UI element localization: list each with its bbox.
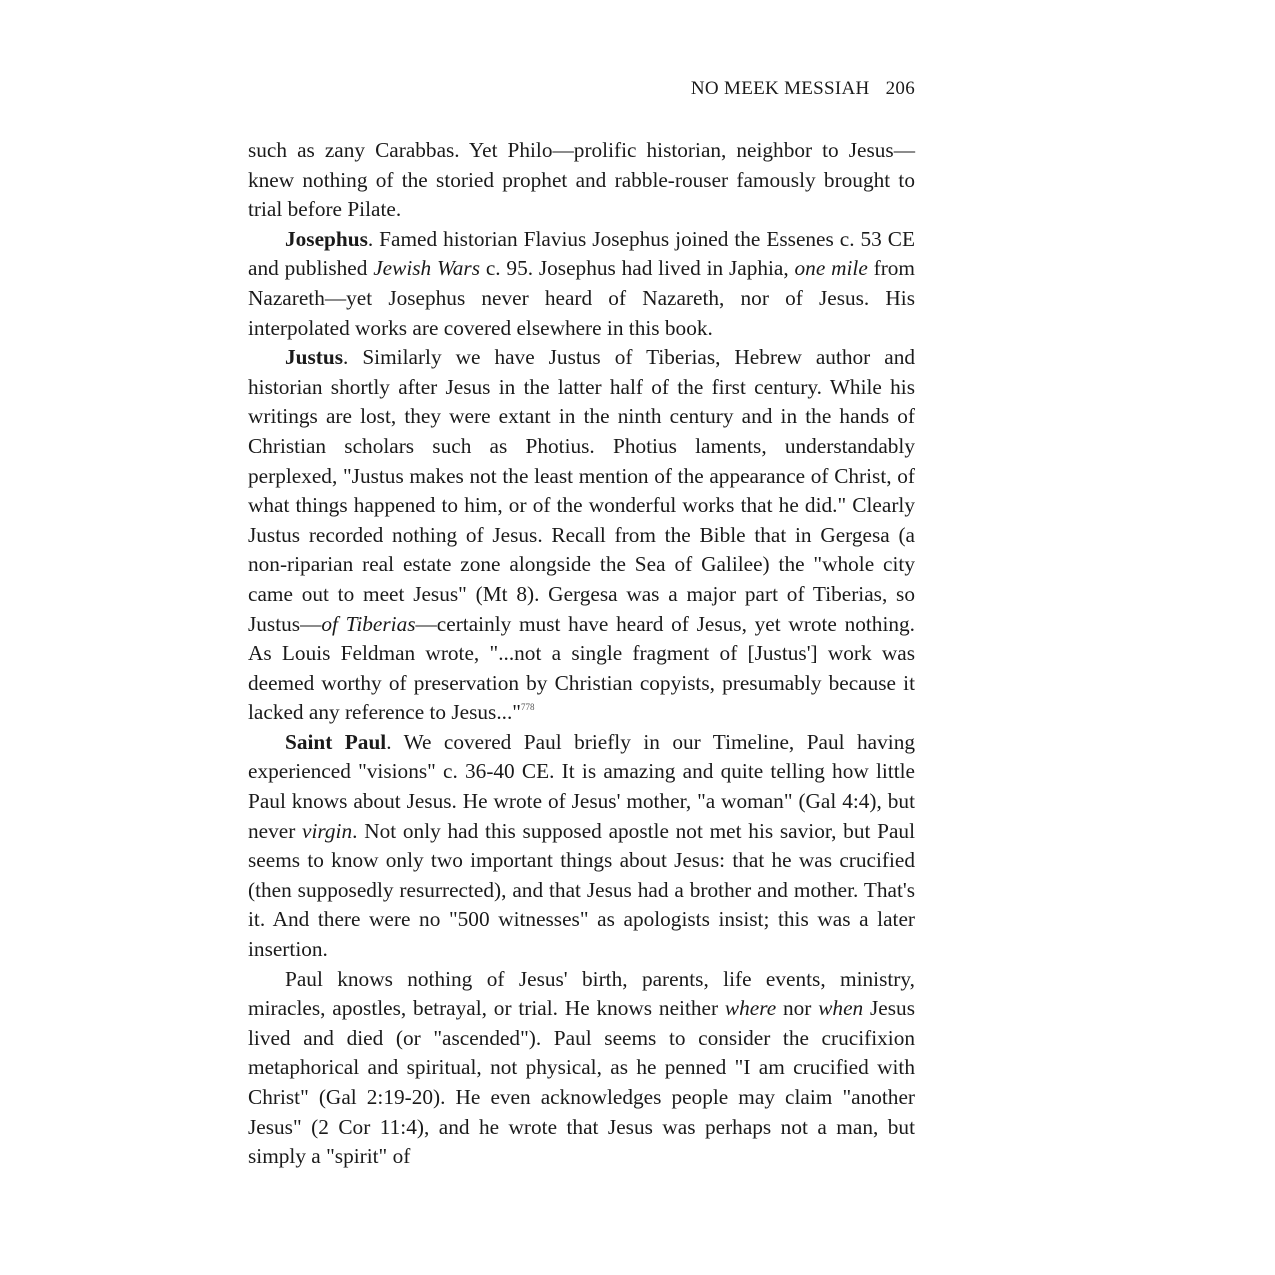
paragraph-text: . Not only had this supposed apostle not met his savior, but Paul seems to know only two important things about Jesus: that he was crucified (then supposedly resurrected), and that Jesus had a brother and mother. That's it. And there were no "500 witnesses" as apologists insist; this was a later insertion. [248,818,915,962]
page-number: 206 [885,78,915,99]
paragraph-text: such as zany Carabbas. Yet Philo—prolific historian, neighbor to Jesus—knew nothing of the storied prophet and rabble-rouser famously brought to trial before Pilate. [248,138,915,222]
paragraph-text: Paul knows nothing of Jesus' birth, parents, life events, ministry, miracles, apostles, betrayal, or trial. He knows neither [248,966,915,1021]
paragraph-justus [248,343,915,728]
italic-emphasis-where: where [724,996,777,1021]
italic-emphasis-of-tiberias: of Tiberias [321,611,416,636]
book-title: NO MEEK MESSIAH [690,78,870,99]
paragraph-paul-knows-nothing [248,965,915,1172]
paragraph-text: Jesus lived and died (or "ascended"). Paul seems to consider the crucifixion metaphorical and spiritual, not physical, as he penned "I am crucified with Christ" (Gal 2:19-20). He even acknowledges people may claim "another Jesus" (2 Cor 11:4), and he wrote that Jesus was perhaps not a man, but simply a "spirit" of [248,996,915,1169]
running-header [248,78,915,100]
italic-emphasis-when: when [818,996,864,1021]
body-text [248,136,915,1172]
paragraph-text: . Similarly we have Justus of Tiberias, Hebrew author and historian shortly after Jesus in the latter half of the first century. While his writings are lost, they were extant in the ninth century and in the hands of Christian scholars such as Photius. Photius laments, understandably perplexed, "Justus makes not the least mention of the appearance of Christ, of what things happened to him, or of the wonderful works that he did." Clearly Justus recorded nothing of Jesus. Recall from the Bible that in Gergesa (a non-riparian real estate zone alongside the Sea of Galilee) the "whole city came out to meet Jesus" (Mt 8). Gergesa was a major part of Tiberias, so Justus— [248,345,915,636]
italic-emphasis-virgin: virgin [302,818,353,843]
paragraph-lead-saint-paul: Saint Paul [285,729,387,754]
paragraph-text: . We covered Paul briefly in our Timeline, Paul having experienced "visions" c. 36-40 CE. It is amazing and quite telling how little Paul knows about Jesus. He wrote of Jesus' mother, "a woman" (Gal 4:4), but never [248,729,915,843]
paragraph-text: c. 95. Josephus had lived in Japhia, [480,256,795,281]
paragraph-philo-continued [248,136,915,225]
paragraph-text: nor [776,996,819,1021]
paragraph-saint-paul [248,728,915,965]
italic-emphasis-one-mile: one mile [794,256,868,281]
paragraph-text: . Famed historian Flavius Josephus joined the Essenes c. 53 CE and published [248,226,915,281]
paragraph-text: from Nazareth—yet Josephus never heard of Nazareth, nor of Jesus. His interpolated works are covered elsewhere in this book. [248,256,915,340]
paragraph-josephus [248,225,915,343]
italic-title-jewish-wars: Jewish Wars [373,256,481,281]
paragraph-text: —certainly must have heard of Jesus, yet wrote nothing. As Louis Feldman wrote, "...not a single fragment of [Justus'] work was deemed worthy of preservation by Christian copyists, presumably because it lacked any reference to Jesus..." [248,611,915,725]
paragraph-lead-josephus: Josephus [285,226,368,251]
paragraph-lead-justus: Justus [285,345,344,370]
footnote-marker[interactable]: 778 [521,702,535,713]
